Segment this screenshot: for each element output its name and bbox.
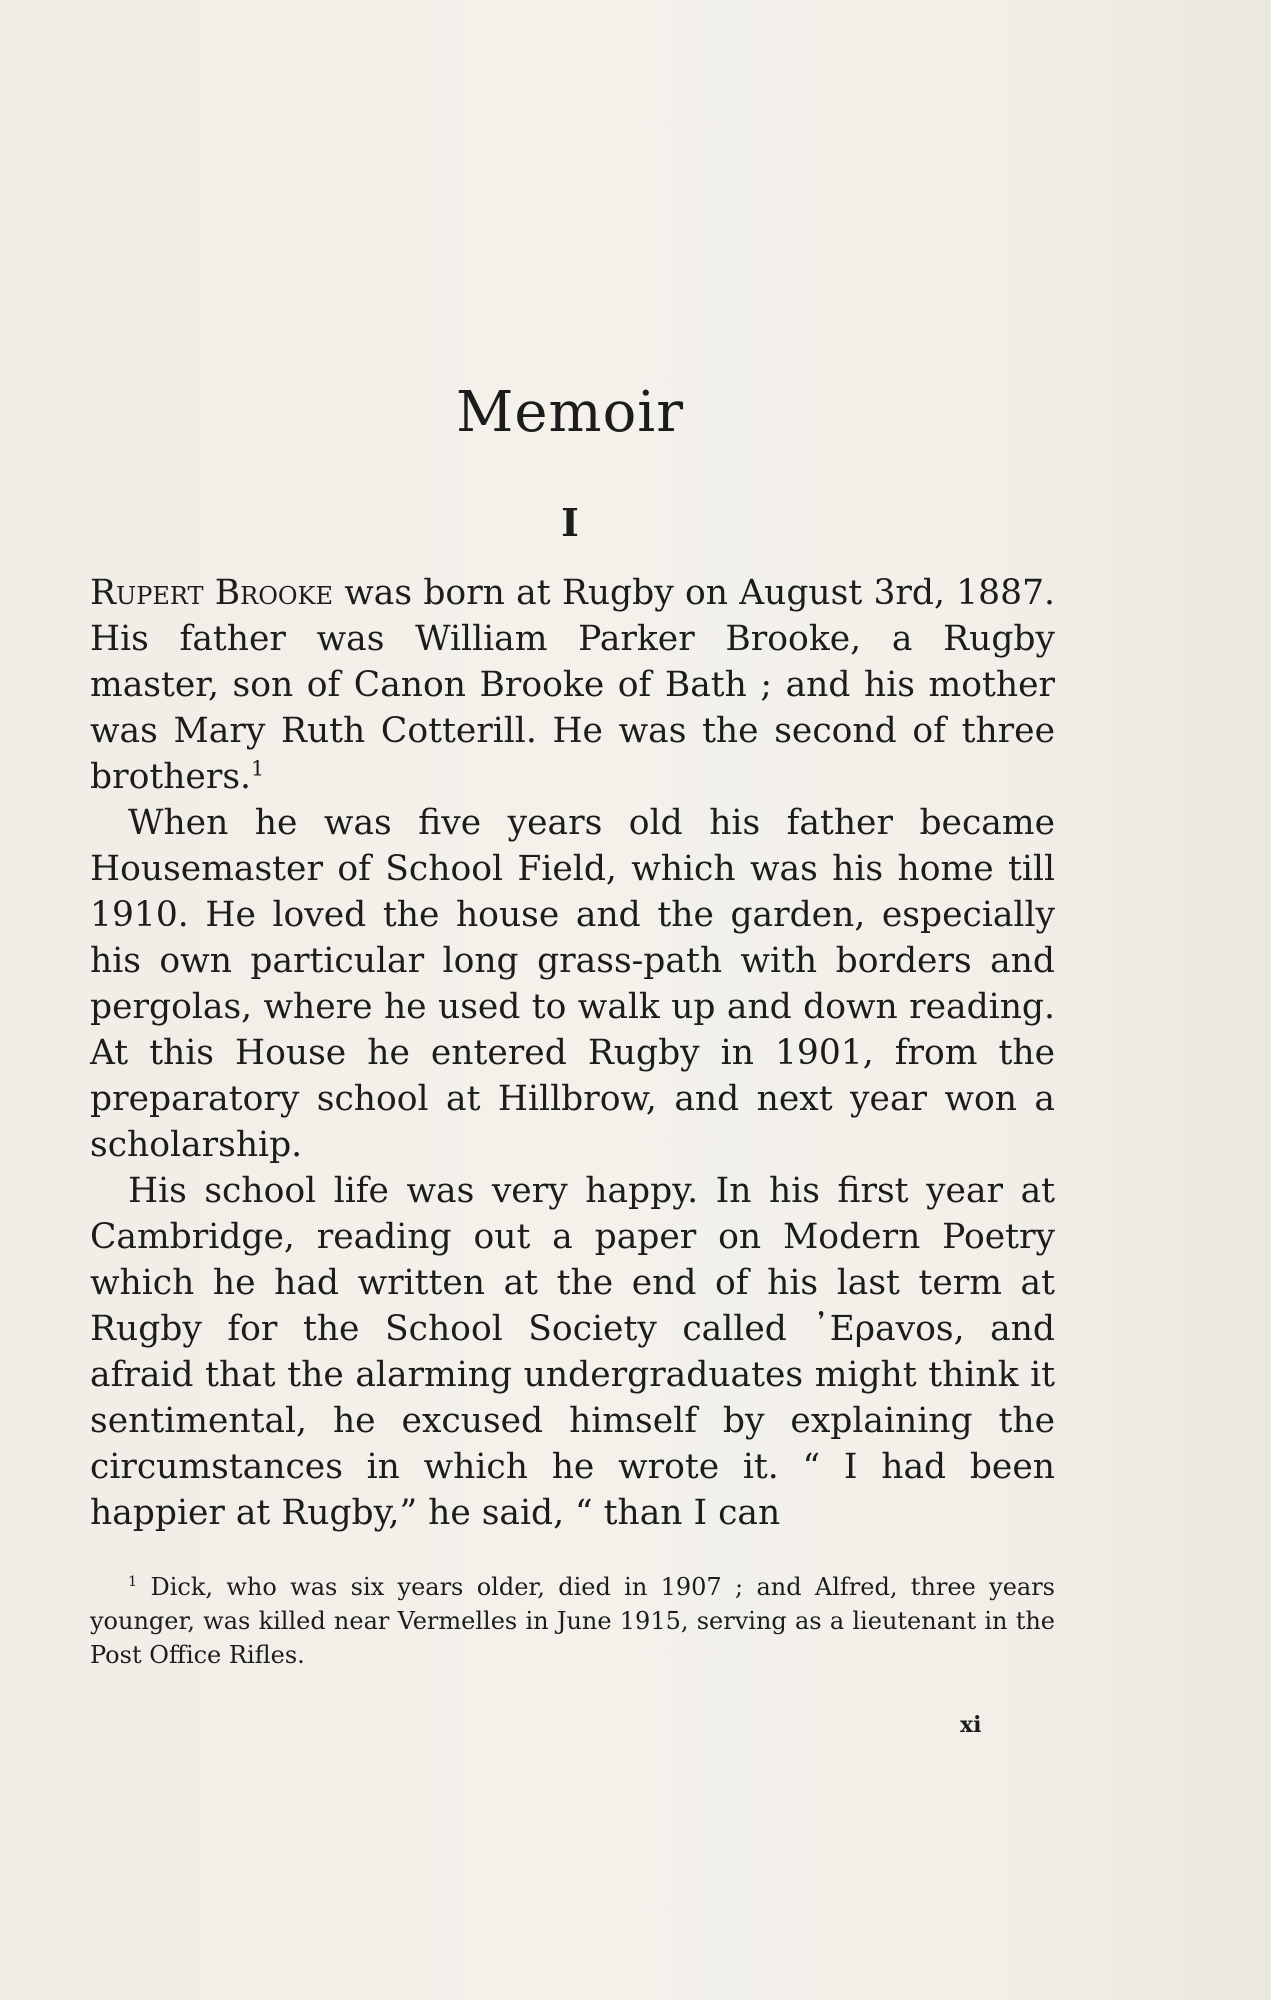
paragraph-2: When he was five years old his father became Housemaster of School Field, which was his home till 1910. He loved the house and the garden, especially his own particular long grass-path with borders and pergolas, where he used to walk up and down reading. At this House he entered Rugby in 1901, from the preparatory school at Hillbrow, and next year won a scholarship. bbox=[90, 803, 1055, 1165]
footnote-text: Dick, who was six years older, died in 1907 ; and Alfred, three years younger, was killed near Vermelles in June 1915, serving as a lieutenant in the Post Office Rifles. bbox=[90, 1573, 1055, 1669]
paragraph-3: His school life was very happy. In his first year at Cambridge, reading out a paper on Modern Poetry which he had written at the end of his last term at Rugby for the School Society called ᾿Eρavos, and afraid that the alarming undergraduates might think it sentimental, he excused himself by explaining the circumstances in which he wrote it. “ I had been happier at Rugby,” he said, “ than I can bbox=[90, 1171, 1055, 1533]
name-small-caps: Rupert Brooke bbox=[90, 573, 334, 613]
memoir-body bbox=[90, 570, 1055, 1536]
footnote-marker: 1 bbox=[251, 756, 265, 781]
footnotes bbox=[90, 1570, 1055, 1672]
page-number: xi bbox=[960, 1712, 982, 1738]
page-title: Memoir bbox=[456, 380, 684, 445]
footnote-1 bbox=[90, 1570, 1055, 1672]
paragraph-1-text: was born at Rugby on August 3rd, 1887. His father was William Parker Brooke, a Rugby master, son of Canon Brooke of Bath ; and his mother was Mary Ruth Cotterill. He was the second of three brothers. bbox=[90, 573, 1055, 797]
footnote-number: 1 bbox=[128, 1574, 138, 1590]
paragraph-1 bbox=[90, 570, 1055, 800]
section-number: I bbox=[561, 500, 579, 545]
